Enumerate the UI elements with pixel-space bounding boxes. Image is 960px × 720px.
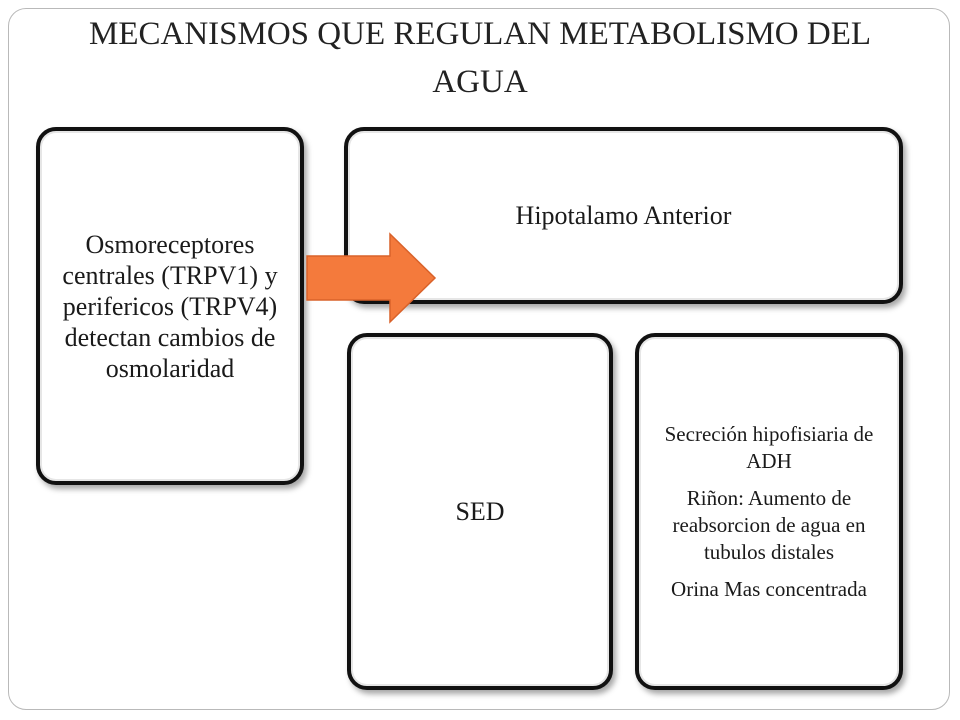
- osmoreceptors-text: Osmoreceptores centrales (TRPV1) y perifericos (TRPV4) detectan cambios de osmolaridad: [62, 229, 278, 383]
- kidney-reabsorption-text: Riñon: Aumento de reabsorcion de agua en tubulos distales: [672, 485, 866, 564]
- slide-title: MECANISMOS QUE REGULAN METABOLISMO DEL AGUA: [88, 16, 872, 100]
- thirst-text: SED: [455, 496, 505, 526]
- osmoreceptors-box: [36, 127, 304, 485]
- adh-secretion-text: Secreción hipofisiaria de ADH: [664, 421, 874, 473]
- thirst-box: [347, 333, 613, 690]
- concentrated-urine-text: Orina Mas concentrada: [671, 576, 867, 601]
- arrow-shape: [307, 234, 435, 322]
- adh-response-box: [635, 333, 903, 690]
- hypothalamus-text: Hipotalamo Anterior: [515, 200, 732, 230]
- right-arrow-icon: [305, 232, 437, 324]
